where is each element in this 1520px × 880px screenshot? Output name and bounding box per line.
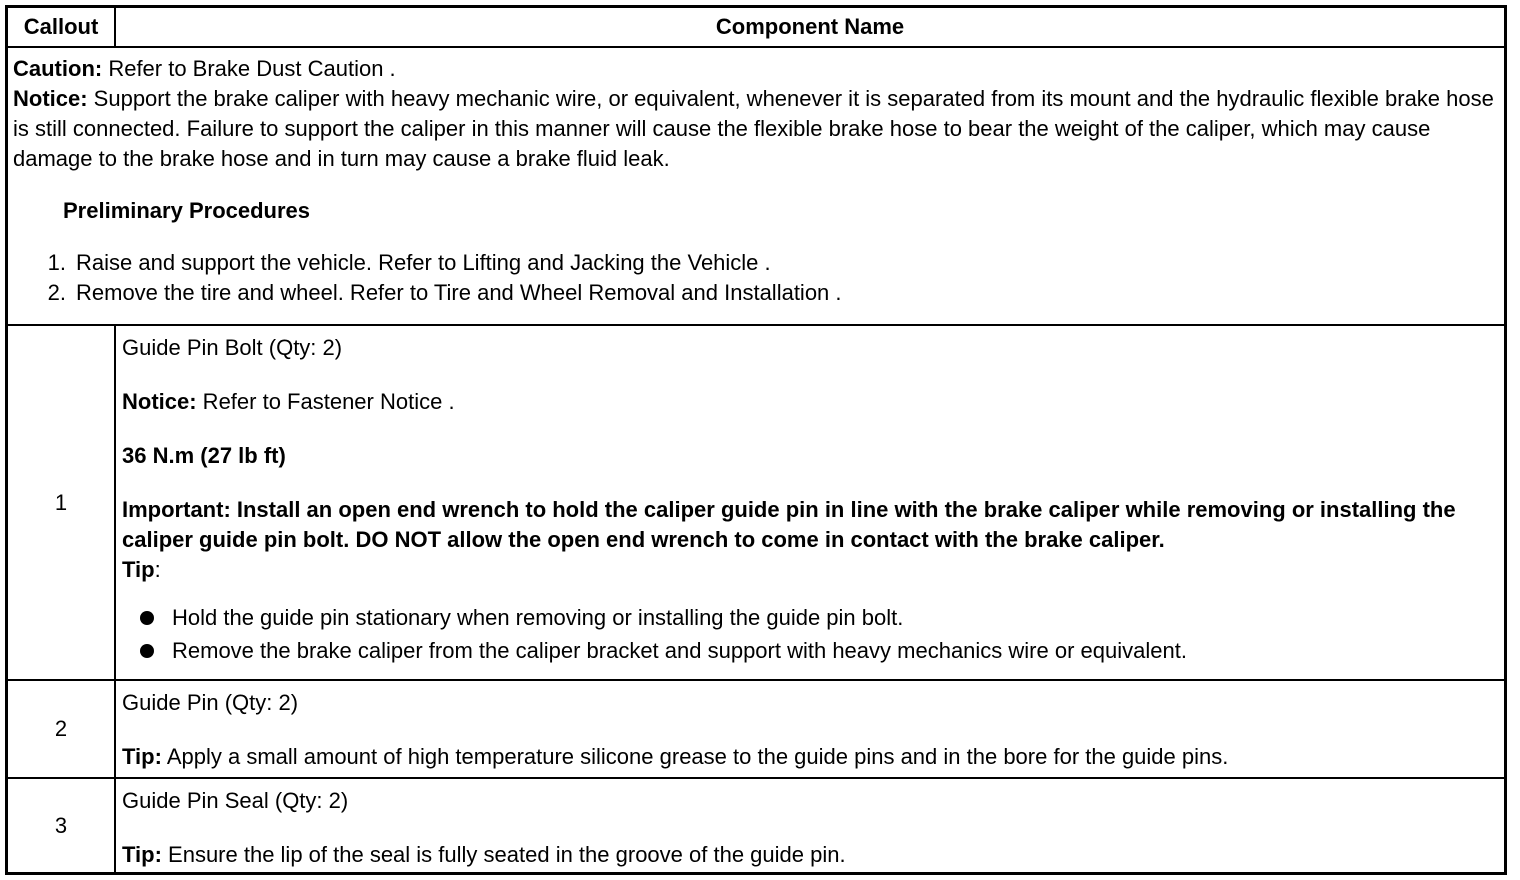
component-table [5, 5, 1507, 875]
component-cell [116, 681, 1504, 777]
intro-cell [8, 48, 1504, 324]
spacer [122, 471, 1494, 495]
list-item [140, 634, 1494, 667]
tip-line [122, 840, 1494, 870]
callout-cell: 3 [8, 779, 116, 872]
spacer [122, 718, 1494, 742]
intro-row [8, 46, 1504, 324]
bullet-text: Remove the brake caliper from the caliper bracket and support with heavy mechanics wire or equivalent. [172, 638, 1187, 663]
table-row [8, 777, 1504, 872]
tip-text: Apply a small amount of high temperature silicone grease to the guide pins and in the bore for the guide pins. [161, 744, 1229, 769]
table-header-row [8, 8, 1504, 46]
step-text: Raise and support the vehicle. Refer to Lifting and Jacking the Vehicle . [76, 250, 771, 275]
table-row [8, 324, 1504, 679]
bullet-icon [140, 611, 154, 625]
tip-line [122, 742, 1494, 772]
notice-paragraph [13, 84, 1496, 174]
callout-cell: 1 [8, 326, 116, 679]
procedure-step [28, 278, 1496, 308]
spacer [122, 417, 1494, 441]
step-number: 2. [47, 280, 66, 305]
procedure-steps [13, 248, 1496, 308]
callout-cell: 2 [8, 681, 116, 777]
tip-label: Tip: [122, 744, 162, 769]
header-callout: Callout [8, 8, 116, 46]
component-name: Guide Pin Seal (Qty: 2) [122, 788, 349, 813]
table-row [8, 679, 1504, 777]
list-item [140, 601, 1494, 634]
torque-spec: 36 N.m (27 lb ft) [122, 443, 286, 468]
step-number: 1. [47, 250, 66, 275]
notice-label: Notice: [13, 86, 88, 111]
procedure-step [28, 248, 1496, 278]
fastener-notice [122, 387, 1494, 417]
caution-label: Caution: [13, 56, 103, 81]
component-cell [116, 326, 1504, 679]
tip-colon: : [154, 557, 161, 582]
preliminary-procedures-title: Preliminary Procedures [63, 198, 311, 223]
bullet-text: Hold the guide pin stationary when removing or installing the guide pin bolt. [172, 605, 904, 630]
tip-line [122, 555, 1494, 585]
component-name: Guide Pin Bolt (Qty: 2) [122, 335, 343, 360]
caution-text: Refer to Brake Dust Caution . [102, 56, 396, 81]
header-component-name: Component Name [715, 14, 905, 39]
tip-text: Ensure the lip of the seal is fully seated in the groove of the guide pin. [161, 842, 846, 867]
notice-text: Support the brake caliper with heavy mechanic wire, or equivalent, whenever it is separated from its mount and the hydraulic flexible brake hose is still connected. Failure to support the caliper in this manner will cause the flexible brake hose to bear the weight of the caliper, which may cause damage to the brake hose and in turn may cause a brake fluid leak. [13, 86, 1494, 171]
important-note: Important: Install an open end wrench to hold the caliper guide pin in line with the brake caliper while removing or installing the caliper guide pin bolt. DO NOT allow the open end wrench to come in contact with the brake caliper. [122, 497, 1456, 552]
caution-line [13, 54, 1496, 84]
component-cell [116, 779, 1504, 872]
spacer [122, 816, 1494, 840]
bullet-icon [140, 644, 154, 658]
notice-text: Refer to Fastener Notice . [196, 389, 455, 414]
component-name: Guide Pin (Qty: 2) [122, 690, 299, 715]
tip-bullets [122, 601, 1494, 667]
notice-label: Notice: [122, 389, 197, 414]
tip-label: Tip [122, 557, 155, 582]
spacer [122, 363, 1494, 387]
tip-label: Tip: [122, 842, 162, 867]
step-text: Remove the tire and wheel. Refer to Tire and Wheel Removal and Installation . [76, 280, 842, 305]
